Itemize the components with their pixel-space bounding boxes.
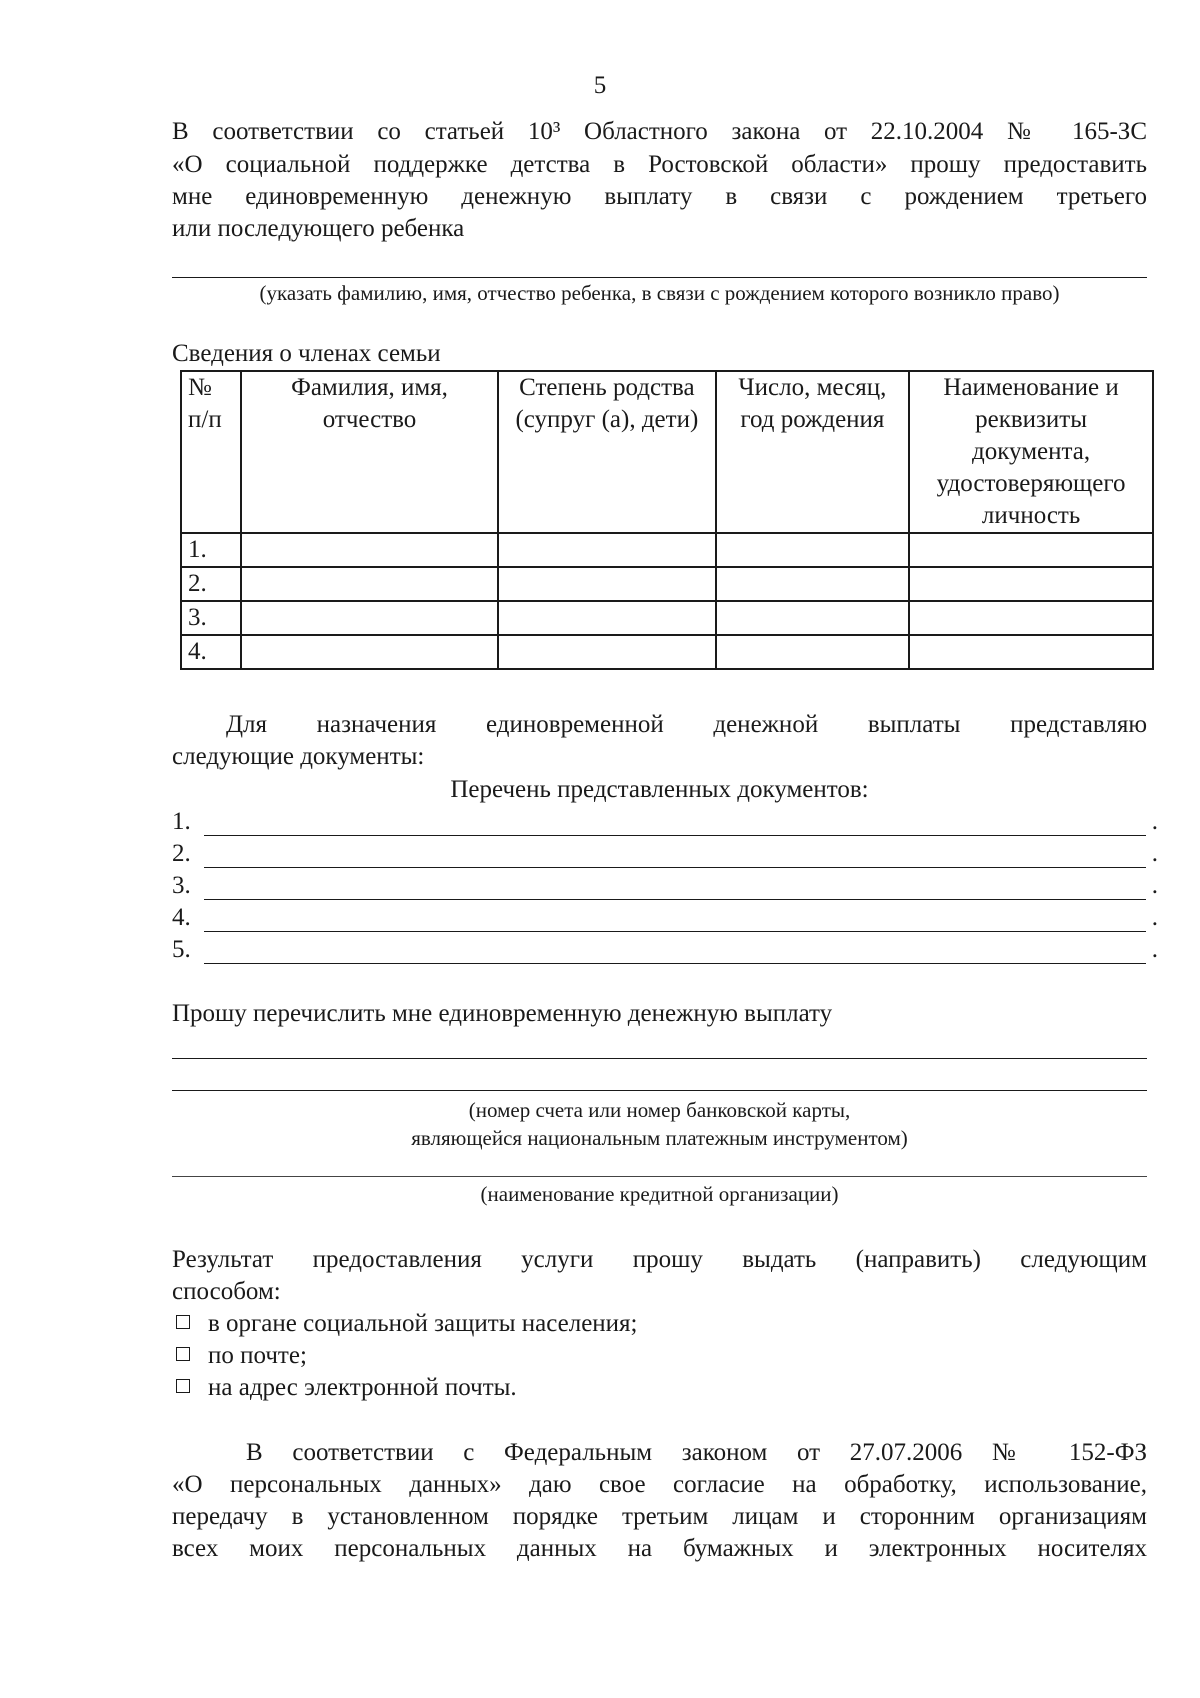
document-item-end: . xyxy=(1151,808,1158,835)
document-item-field[interactable] xyxy=(204,867,1146,868)
document-item-number: 5. xyxy=(172,936,191,963)
account-number-field-line-1[interactable] xyxy=(172,1058,1147,1059)
delivery-option-post[interactable] xyxy=(172,1340,307,1372)
documents-para-line-2: следующие документы: xyxy=(172,743,425,770)
row-number: 2. xyxy=(181,567,241,601)
document-item xyxy=(172,806,1162,838)
relation-cell[interactable] xyxy=(498,567,715,601)
id-document-cell[interactable] xyxy=(909,567,1153,601)
id-document-cell[interactable] xyxy=(909,635,1153,669)
account-number-field-line-2[interactable] xyxy=(172,1090,1147,1091)
intro-line-3: мне единовременную денежную выплату в связи с рождением третьего xyxy=(172,183,1147,210)
document-item-number: 2. xyxy=(172,840,191,867)
document-item-field[interactable] xyxy=(204,835,1146,836)
col-header-number: № п/п xyxy=(181,371,241,533)
payment-request: Прошу перечислить мне единовременную денежную выплату xyxy=(172,1000,833,1027)
family-heading: Сведения о членах семьи xyxy=(172,340,441,367)
checkbox[interactable] xyxy=(176,1347,190,1361)
name-cell[interactable] xyxy=(241,601,498,635)
document-item xyxy=(172,838,1162,870)
document-item xyxy=(172,934,1162,966)
name-cell[interactable] xyxy=(241,533,498,567)
col-header-name: Фамилия, имя, отчество xyxy=(241,371,498,533)
intro-line-2: «О социальной поддержке детства в Ростовской области» прошу предоставить xyxy=(172,151,1147,178)
account-caption-1: (номер счета или номер банковской карты, xyxy=(468,1098,851,1122)
consent-line-3: передачу в установленном порядке третьим лицам и сторонним организациям xyxy=(172,1503,1147,1530)
name-cell[interactable] xyxy=(241,635,498,669)
account-caption-2: являющейся национальным платежным инструментом) xyxy=(411,1126,908,1150)
birthdate-cell[interactable] xyxy=(716,533,910,567)
table-row xyxy=(181,533,1153,567)
documents-list-title: Перечень представленных документов: xyxy=(450,776,869,803)
page-number: 5 xyxy=(593,72,607,99)
child-name-field[interactable] xyxy=(172,277,1147,278)
row-number: 4. xyxy=(181,635,241,669)
document-item xyxy=(172,902,1162,934)
table-row xyxy=(181,567,1153,601)
family-members-table xyxy=(180,370,1154,670)
consent-line-1: В соответствии с Федеральным законом от 27.07.2006 № 152-ФЗ xyxy=(246,1439,1147,1466)
birthdate-cell[interactable] xyxy=(716,601,910,635)
document-item-field[interactable] xyxy=(204,963,1146,964)
relation-cell[interactable] xyxy=(498,533,715,567)
result-line-2: способом: xyxy=(172,1278,281,1305)
birthdate-cell[interactable] xyxy=(716,635,910,669)
table-header-row xyxy=(181,371,1153,533)
table-row xyxy=(181,601,1153,635)
col-header-relation: Степень родства (супруг (а), дети) xyxy=(498,371,715,533)
relation-cell[interactable] xyxy=(498,635,715,669)
delivery-option-label: по почте; xyxy=(208,1342,307,1369)
consent-line-4: всех моих персональных данных на бумажных и электронных носителях xyxy=(172,1535,1147,1562)
result-line-1: Результат предоставления услуги прошу выдать (направить) следующим xyxy=(172,1246,1147,1273)
document-item-end: . xyxy=(1151,936,1158,963)
documents-para-line-1: Для назначения единовременной денежной выплаты представляю xyxy=(226,711,1147,738)
child-name-caption: (указать фамилию, имя, отчество ребенка, в связи с рождением которого возникло право) xyxy=(259,281,1060,305)
table-row xyxy=(181,635,1153,669)
delivery-option-social-office[interactable] xyxy=(172,1308,638,1340)
col-header-birthdate: Число, месяц, год рождения xyxy=(716,371,910,533)
document-item-end: . xyxy=(1151,840,1158,867)
id-document-cell[interactable] xyxy=(909,533,1153,567)
document-item-number: 4. xyxy=(172,904,191,931)
document-item-field[interactable] xyxy=(204,931,1146,932)
birthdate-cell[interactable] xyxy=(716,567,910,601)
bank-name-field[interactable] xyxy=(172,1176,1147,1177)
intro-line-1: В соответствии со статьей 10³ Областного закона от 22.10.2004 № 165-ЗС xyxy=(172,118,1147,145)
document-item-number: 3. xyxy=(172,872,191,899)
delivery-option-email[interactable] xyxy=(172,1372,517,1404)
intro-line-4: или последующего ребенка xyxy=(172,215,465,242)
document-item-field[interactable] xyxy=(204,899,1146,900)
col-header-id-document: Наименование и реквизиты документа, удостоверяющего личность xyxy=(909,371,1153,533)
bank-caption: (наименование кредитной организации) xyxy=(480,1182,839,1206)
id-document-cell[interactable] xyxy=(909,601,1153,635)
delivery-option-label: в органе социальной защиты населения; xyxy=(208,1310,638,1337)
checkbox[interactable] xyxy=(176,1379,190,1393)
checkbox[interactable] xyxy=(176,1315,190,1329)
delivery-option-label: на адрес электронной почты. xyxy=(208,1374,517,1401)
document-item xyxy=(172,870,1162,902)
row-number: 3. xyxy=(181,601,241,635)
document-item-number: 1. xyxy=(172,808,191,835)
document-item-end: . xyxy=(1151,904,1158,931)
name-cell[interactable] xyxy=(241,567,498,601)
relation-cell[interactable] xyxy=(498,601,715,635)
consent-line-2: «О персональных данных» даю свое согласие на обработку, использование, xyxy=(172,1471,1147,1498)
document-item-end: . xyxy=(1151,872,1158,899)
row-number: 1. xyxy=(181,533,241,567)
